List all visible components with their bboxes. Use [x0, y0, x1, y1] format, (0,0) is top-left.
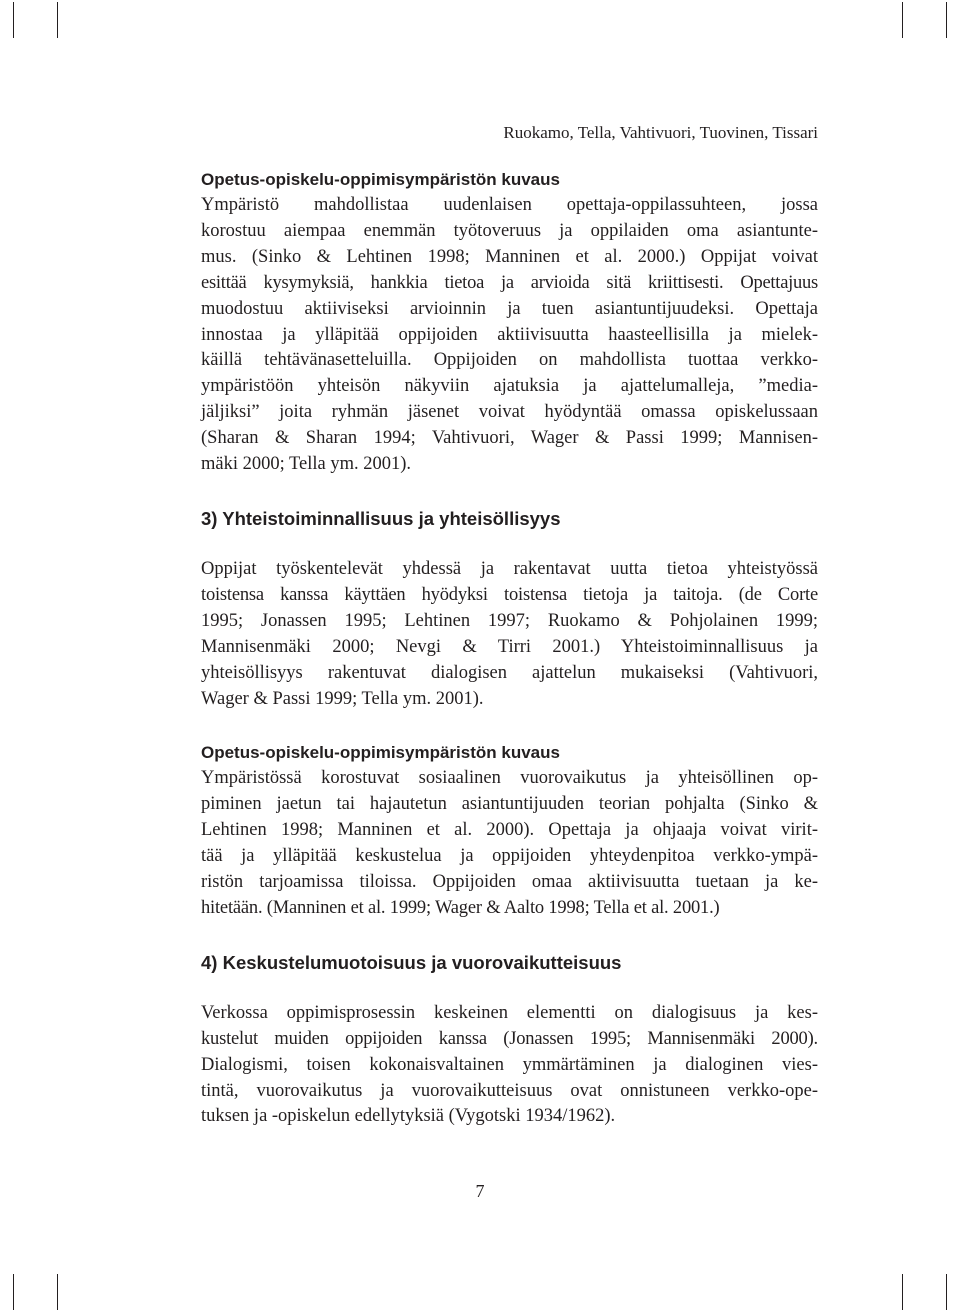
- text-line: Verkossa oppimisprosessin keskeinen elementti on dialogisuus ja kes-: [201, 1002, 818, 1023]
- crop-mark: [13, 2, 14, 38]
- page-number: 7: [475, 1181, 485, 1201]
- text-line: Wager & Passi 1999; Tella ym. 2001).: [201, 688, 484, 709]
- text-line: Lehtinen 1998; Manninen et al. 2000). Opettaja ja ohjaaja voivat virit-: [201, 820, 818, 841]
- text-line: käillä tehtävänasetteluilla. Oppijoiden on mahdollista tuottaa verkko-: [201, 350, 818, 371]
- text-line: ristön tarjoamissa tiloissa. Oppijoiden omaa aktiivisuutta tuetaan ja ke-: [201, 872, 818, 893]
- text-line: jäljiksi” joita ryhmän jäsenet voivat hyödyntää omassa opiskelussaan: [201, 402, 818, 423]
- paragraph: [201, 193, 818, 478]
- section-title: 4) Keskustelumuotoisuus ja vuorovaikutteisuus: [201, 951, 622, 973]
- text-line: Mannisenmäki 2000; Nevgi & Tirri 2001.) Yhteistoiminnallisuus ja: [201, 636, 818, 657]
- text-line: Dialogismi, toisen kokonaisvaltainen ymmärtäminen ja dialoginen vies-: [201, 1054, 818, 1075]
- text-line: piminen jaetun tai hajautetun asiantuntijuuden teorian pohjalta (Sinko &: [201, 794, 818, 815]
- text-line: tuksen ja -opiskelun edellytyksiä (Vygotski 1934/1962).: [201, 1106, 616, 1127]
- paragraph: [201, 766, 818, 921]
- text-line: hitetään. (Manninen et al. 1999; Wager & Aalto 1998; Tella et al. 2001.): [201, 897, 720, 918]
- paragraph: [201, 1001, 818, 1131]
- text-line: 1995; Jonassen 1995; Lehtinen 1997; Ruokamo & Pohjolainen 1999;: [201, 610, 818, 631]
- text-line: tintä, vuorovaikutus ja vuorovaikutteisuus ovat onnistuneen verkko-ope-: [201, 1080, 818, 1101]
- text-line: tää ja ylläpitää keskustelua ja oppijoiden yhteydenpitoa verkko-ympä-: [201, 846, 818, 867]
- section-title: 3) Yhteistoiminnallisuus ja yhteisöllisyys: [201, 507, 561, 529]
- text-line: yhteisöllisyys rakentuvat dialogisen ajattelun mukaiseksi (Vahtivuori,: [201, 662, 818, 683]
- text-line: muodostuu aktiiviseksi arvioinnin ja tuen asiantuntijuudeksi. Opettaja: [201, 298, 818, 319]
- crop-mark: [946, 2, 947, 38]
- crop-mark: [57, 1274, 58, 1310]
- text-line: toistensa kanssa käyttäen hyödyksi toistensa tietoja ja taitoja. (de Corte: [201, 584, 818, 605]
- text-line: Oppijat työskentelevät yhdessä ja rakentavat uutta tietoa yhteistyössä: [201, 558, 818, 579]
- crop-mark: [902, 1274, 903, 1310]
- text-line: mus. (Sinko & Lehtinen 1998; Manninen et al. 2000.) Oppijat voivat: [201, 246, 818, 267]
- crop-mark: [13, 1274, 14, 1310]
- text-line: Ympäristö mahdollistaa uudenlaisen opettaja-oppilassuhteen, jossa: [201, 195, 818, 215]
- paragraph: [201, 557, 818, 712]
- crop-mark: [902, 2, 903, 38]
- text-line: mäki 2000; Tella ym. 2001).: [201, 454, 412, 475]
- subheading: Opetus-opiskelu-oppimisympäristön kuvaus: [201, 743, 560, 763]
- text-line: innostaa ja ylläpitää oppijoiden aktiivisuutta haasteellisilla ja mielek-: [201, 324, 818, 345]
- page-body: [201, 167, 818, 1130]
- running-header: Ruokamo, Tella, Vahtivuori, Tuovinen, Tissari: [503, 123, 818, 142]
- crop-mark: [946, 1274, 947, 1310]
- text-line: (Sharan & Sharan 1994; Vahtivuori, Wager & Passi 1999; Mannisen-: [201, 428, 818, 449]
- crop-mark: [57, 2, 58, 38]
- text-line: ympäristöön yhteisön näkyviin ajatuksia ja ajattelumalleja, ”media-: [201, 376, 818, 397]
- text-line: Ympäristössä korostuvat sosiaalinen vuorovaikutus ja yhteisöllinen op-: [201, 768, 818, 789]
- text-line: korostuu aiempaa enemmän työtoveruus ja oppilaiden oma asiantunte-: [201, 220, 818, 241]
- text-line: kustelut muiden oppijoiden kanssa (Jonassen 1995; Mannisenmäki 2000).: [201, 1028, 818, 1049]
- subheading: Opetus-opiskelu-oppimisympäristön kuvaus: [201, 170, 560, 189]
- text-line: esittää kysymyksiä, hankkia tietoa ja arvioida sitä kriittisesti. Opettajuus: [201, 272, 818, 293]
